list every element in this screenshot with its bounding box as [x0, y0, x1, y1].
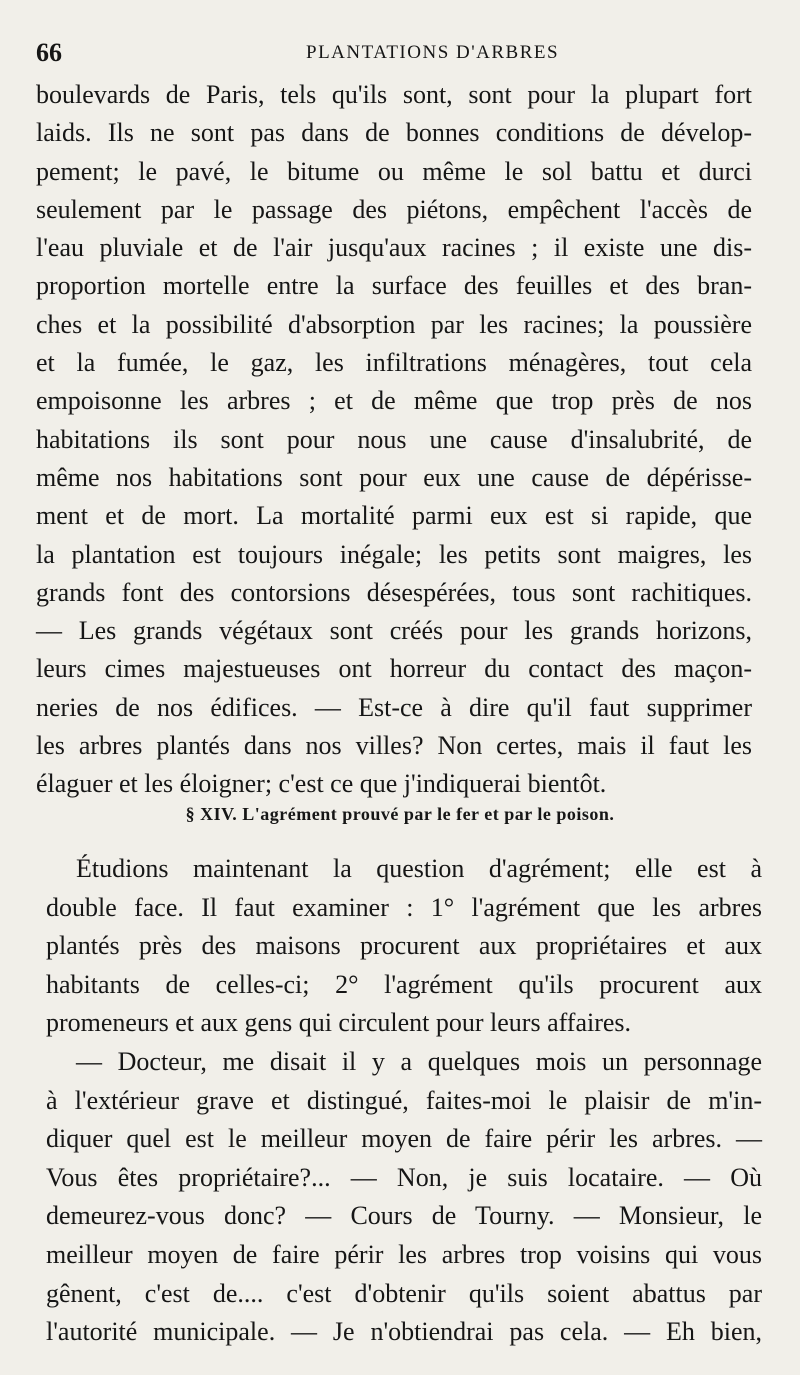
text-line: gênent, c'est de.... c'est d'obtenir qu'ils soient abattus par — [46, 1278, 762, 1308]
text-line: à l'extérieur grave et distingué, faites-moi le plaisir de m'in- — [46, 1085, 762, 1115]
text-line: même nos habitations sont pour eux une cause de dépérisse- — [36, 462, 752, 492]
text-line: Vous êtes propriétaire?... — Non, je suis locataire. — Où — [46, 1162, 762, 1192]
text-line: habitants de celles-ci; 2° l'agrément qu'ils procurent aux — [46, 969, 762, 999]
text-line: grands font des contorsions désespérées, tous sont rachitiques. — [36, 577, 752, 607]
text-line: et la fumée, le gaz, les infiltrations ménagères, tout cela — [36, 348, 752, 378]
text-line: habitations ils sont pour nous une cause d'insalubrité, de — [36, 424, 752, 454]
text-line: promeneurs et aux gens qui circulent pour leurs affaires. — [46, 1008, 632, 1038]
text-line: demeurez-vous donc? — Cours de Tourny. — Monsieur, le — [46, 1201, 762, 1231]
paragraph-1 — [36, 76, 752, 804]
text-line: pement; le pavé, le bitume ou même le sol battu et durci — [36, 156, 752, 186]
paragraph-2 — [46, 850, 762, 1352]
text-line: ment et de mort. La mortalité parmi eux est si rapide, que — [36, 501, 752, 531]
text-line: Étudions maintenant la question d'agrément; elle est à — [76, 854, 762, 883]
text-line: — Les grands végétaux sont créés pour les grands horizons, — [36, 616, 752, 646]
text-line: meilleur moyen de faire périr les arbres trop voisins qui vous — [46, 1239, 762, 1269]
text-line: seulement par le passage des piétons, empêchent l'accès de — [36, 194, 752, 224]
text-line: l'autorité municipale. — Je n'obtiendrai pas cela. — Eh bien, — [46, 1317, 762, 1347]
text-line: double face. Il faut examiner : 1° l'agrément que les arbres — [46, 892, 762, 922]
text-line: laids. Ils ne sont pas dans de bonnes conditions de dévelop- — [36, 118, 752, 148]
text-line: la plantation est toujours inégale; les petits sont maigres, les — [36, 539, 752, 569]
page-number: 66 — [36, 38, 62, 67]
text-line: — Docteur, me disait il y a quelques mois un personnage — [76, 1046, 762, 1076]
page-header — [36, 38, 764, 68]
text-line: l'eau pluviale et de l'air jusqu'aux racines ; il existe une dis- — [36, 233, 752, 263]
section-heading: § XIV. L'agrément prouvé par le fer et par le poison. — [185, 804, 615, 824]
text-line: ches et la possibilité d'absorption par les racines; la poussière — [36, 309, 752, 339]
text-line: neries de nos édifices. — Est-ce à dire qu'il faut supprimer — [36, 692, 752, 722]
text-line: empoisonne les arbres ; et de même que trop près de nos — [36, 386, 752, 416]
text-line: proportion mortelle entre la surface des feuilles et des bran- — [36, 271, 752, 301]
running-head: PLANTATIONS D'ARBRES — [306, 42, 560, 63]
text-line: élaguer et les éloigner; c'est ce que j'indiquerai bientôt. — [36, 769, 607, 799]
text-line: plantés près des maisons procurent aux propriétaires et aux — [46, 931, 762, 961]
text-line: diquer quel est le meilleur moyen de faire périr les arbres. — — [46, 1124, 762, 1154]
text-line: leurs cimes majestueuses ont horreur du contact des maçon- — [36, 654, 752, 684]
text-line: les arbres plantés dans nos villes? Non certes, mais il faut les — [36, 731, 752, 761]
text-line: boulevards de Paris, tels qu'ils sont, sont pour la plupart fort — [36, 80, 752, 109]
